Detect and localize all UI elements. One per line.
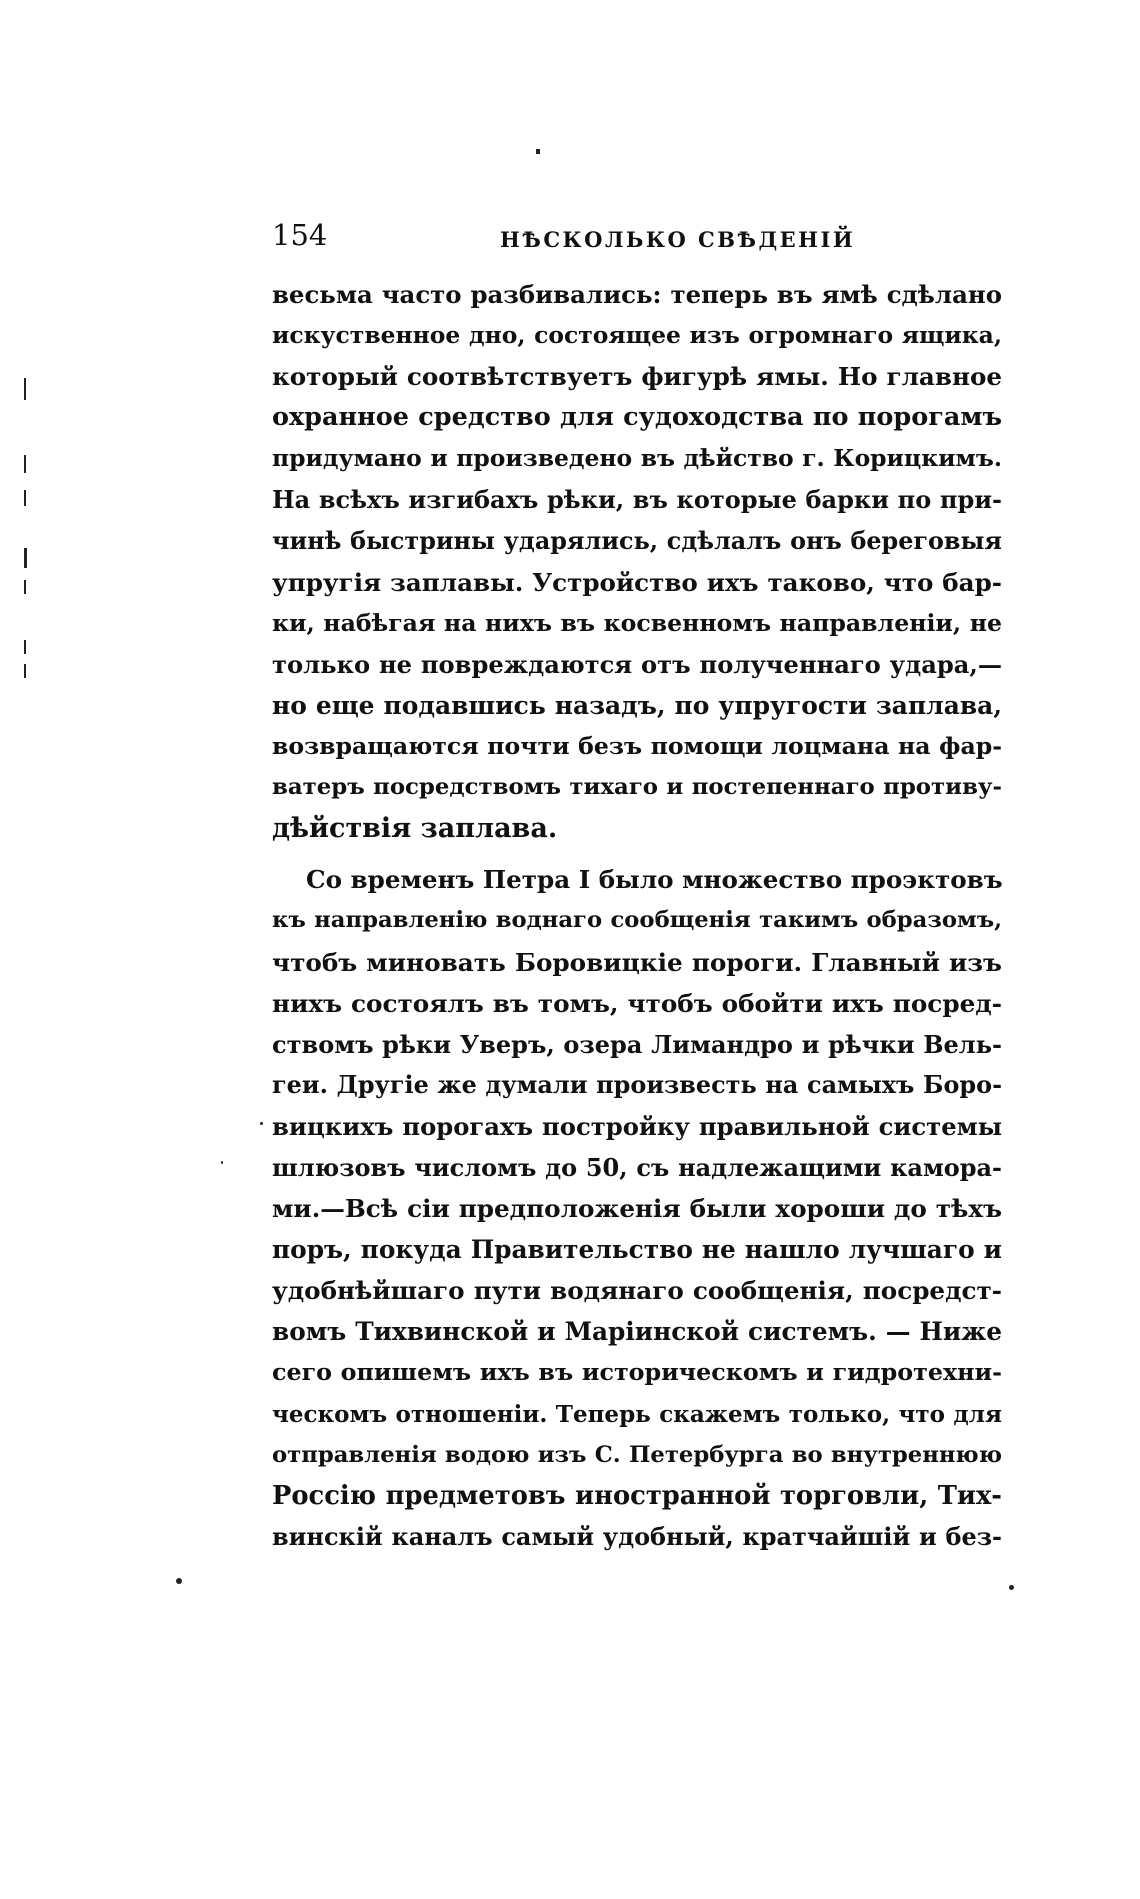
- margin-mark: [24, 455, 26, 473]
- ink-speck: [176, 1578, 182, 1584]
- page-header: [272, 218, 1002, 258]
- margin-mark: [24, 640, 26, 654]
- text-line: который соотвѣтствуетъ фигурѣ ямы. Но главное: [272, 362, 1002, 392]
- ink-speck: [260, 1122, 263, 1125]
- text-line: отправленія водою изъ С. Петербурга во внутреннюю: [272, 1441, 1002, 1468]
- text-line: ватеръ посредствомъ тихаго и постепеннаго противу-: [272, 774, 1002, 801]
- text-line: ки, набѣгая на нихъ въ косвенномъ направленіи, не: [272, 608, 1002, 637]
- text-line: ческомъ отношеніи. Теперь скажемъ только, что для: [272, 1400, 1002, 1428]
- text-line: весьма часто разбивались: теперь въ ямѣ сдѣлано: [272, 280, 1002, 309]
- text-line: возвращаются почти безъ помощи лоцмана на фар-: [272, 732, 1002, 761]
- paragraph-1: [272, 274, 1002, 849]
- text-line: удобнѣйшаго пути водянаго сообщенія, посредст-: [272, 1276, 1002, 1306]
- text-line: дѣйствія заплава.: [272, 813, 558, 845]
- paragraph-2: [272, 859, 1002, 1558]
- text-line: придумано и произведено въ дѣйство г. Корицкимъ.: [272, 444, 1002, 473]
- text-line: вицкихъ порогахъ постройку правильной системы: [272, 1111, 1002, 1141]
- text-line: упругія заплавы. Устройство ихъ таково, что бар-: [272, 567, 1002, 597]
- ink-speck: [221, 1161, 223, 1164]
- text-line: искуственное дно, состоящее изъ огромнаго ящика,: [272, 321, 1002, 350]
- text-line: Со временъ Петра I было множество проэктовъ: [306, 865, 1003, 895]
- text-line: чинѣ быстрины ударялись, сдѣлалъ онъ береговыя: [272, 526, 1002, 555]
- text-line: винскій каналъ самый удобный, кратчайшій и без-: [272, 1522, 1002, 1551]
- running-head: НѢСКОЛЬКО СВѢДЕНІЙ: [500, 227, 856, 252]
- margin-mark: [24, 378, 26, 400]
- text-line: На всѣхъ изгибахъ рѣки, въ которые барки по при-: [272, 485, 1002, 515]
- text-line: Россію предметовъ иностранной торговли, Тих-: [272, 1480, 1002, 1511]
- text-line: къ направленію воднаго сообщенія такимъ образомъ,: [272, 907, 1002, 934]
- margin-mark: [24, 664, 26, 678]
- text-line: сего опишемъ ихъ въ историческомъ и гидротехни-: [272, 1358, 1002, 1387]
- margin-mark: [24, 580, 26, 594]
- text-line: нихъ состоялъ въ томъ, чтобъ обойти ихъ посред-: [272, 988, 1002, 1018]
- ink-speck: [536, 149, 540, 154]
- text-line: охранное средство для судоходства по порогамъ: [272, 402, 1002, 433]
- text-line: поръ, покуда Правительство не нашло лучшаго и: [272, 1235, 1002, 1265]
- page-number: 154: [272, 218, 328, 252]
- text-line: ствомъ рѣки Уверъ, озера Лимандро и рѣчки Вель-: [272, 1029, 1002, 1059]
- ink-speck: [1009, 1585, 1014, 1590]
- text-line: ми.—Всѣ сіи предположенія были хороши до тѣхъ: [272, 1194, 1002, 1224]
- text-line: шлюзовъ числомъ до 50, съ надлежащими камора-: [272, 1152, 1002, 1182]
- margin-mark: [24, 548, 27, 568]
- text-line: но еще подавшись назадъ, по упругости заплава,: [272, 690, 1002, 720]
- text-line: геи. Другіе же думали произвесть на самыхъ Боро-: [272, 1070, 1002, 1099]
- body-text: [272, 274, 1002, 1558]
- text-line: чтобъ миновать Боровицкіе пороги. Главный изъ: [272, 947, 1002, 977]
- text-line: вомъ Тихвинской и Маріинской системъ. — Ниже: [272, 1317, 1002, 1347]
- text-line: только не повреждаются отъ полученнаго удара,—: [272, 649, 1002, 679]
- margin-mark: [24, 490, 26, 506]
